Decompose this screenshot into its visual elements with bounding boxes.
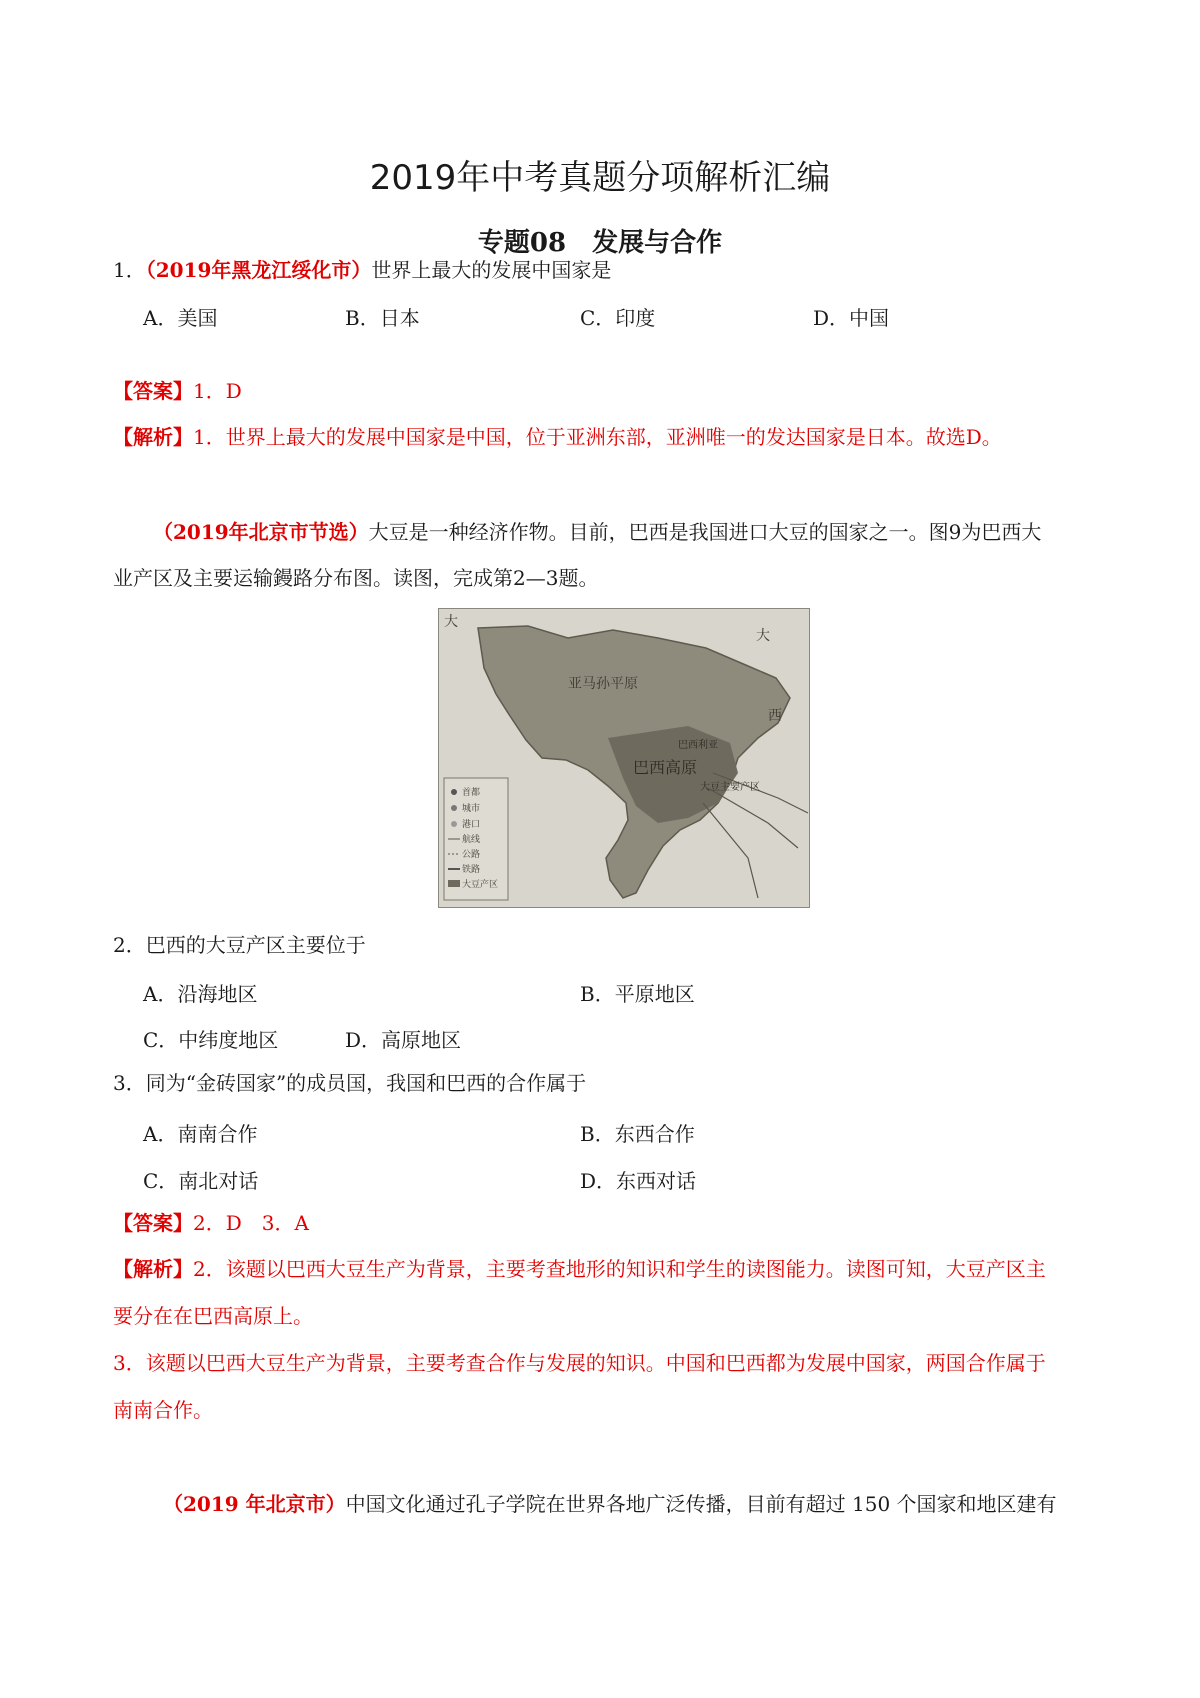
question-stem: 世界上最大的发展中国家是 xyxy=(371,258,612,282)
legend-soy-icon xyxy=(448,880,460,887)
question-number: 1． xyxy=(113,258,146,282)
question-number: 3． xyxy=(113,1071,146,1095)
group2-analysis-line3: 3．该题以巴西大豆生产为背景，主要考查合作与发展的知识。中国和巴西都为发展中国家，两国合作属于 xyxy=(113,1351,1046,1375)
question-number: 2． xyxy=(113,933,146,957)
group3-intro-text: 中国文化通过孔子学院在世界各地广泛传播，目前有超过 150 个国家和地区建有 xyxy=(345,1492,1057,1516)
analysis-label: 【解析】 xyxy=(113,425,193,449)
answer-label: 【答案】 xyxy=(113,1211,193,1235)
q1-option-a: A．美国 xyxy=(143,306,218,330)
group3-source: （2019 年北京市） xyxy=(163,1492,346,1516)
question-2 xyxy=(113,932,366,958)
q3-option-c: C．南北对话 xyxy=(143,1169,259,1193)
q1-option-b: B．日本 xyxy=(345,306,420,330)
label-amazon-plain: 亚马孙平原 xyxy=(568,676,638,692)
question-1 xyxy=(113,257,611,283)
answer-label: 【答案】 xyxy=(113,379,193,403)
label-top-left: 大 xyxy=(444,614,458,630)
question-stem: 巴西的大豆产区主要位于 xyxy=(145,933,366,957)
legend-item-2: 港口 xyxy=(462,820,481,830)
label-top-right: 大 xyxy=(756,628,770,644)
legend-item-5: 铁路 xyxy=(462,865,481,875)
brazil-soybean-map xyxy=(438,608,810,908)
group2-analysis-line4: 南南合作。 xyxy=(113,1398,213,1422)
legend-item-3: 航线 xyxy=(462,835,481,845)
legend-capital-icon xyxy=(451,789,457,795)
label-soy-region: 大豆主要产区 xyxy=(700,782,760,793)
q1-option-c: C．印度 xyxy=(580,306,656,330)
q3-option-d: D．东西对话 xyxy=(580,1169,697,1193)
analysis-label: 【解析】 xyxy=(113,1257,193,1281)
q2-option-c: C．中纬度地区 xyxy=(143,1028,279,1052)
group2-intro-text1: 大豆是一种经济作物。目前，巴西是我国进口大豆的国家之一。图9为巴西大 xyxy=(368,520,1042,544)
legend-city-icon xyxy=(451,805,457,811)
group3-intro xyxy=(163,1491,1057,1517)
group2-intro-line1 xyxy=(153,519,1041,545)
label-atlantic: 西 xyxy=(768,708,782,724)
question-stem: 同为“金砖国家”的成员国，我国和巴西的合作属于 xyxy=(145,1071,587,1095)
legend-item-1: 城市 xyxy=(462,804,481,814)
group2-answer xyxy=(113,1210,309,1236)
label-brazilian-plateau: 巴西高原 xyxy=(633,758,698,777)
q3-option-b: B．东西合作 xyxy=(580,1122,695,1146)
page-title: 2019年中考真题分项解析汇编 xyxy=(369,158,831,198)
q1-analysis xyxy=(113,424,1002,450)
legend-item-6: 大豆产区 xyxy=(462,880,499,890)
q3-option-a: A．南南合作 xyxy=(143,1122,258,1146)
answer-text: 2．D 3．A xyxy=(193,1211,309,1235)
legend-item-4: 公路 xyxy=(462,850,481,860)
label-brasilia: 巴西利亚 xyxy=(678,740,718,751)
analysis-text: 1．世界上最大的发展中国家是中国，位于亚洲东部，亚洲唯一的发达国家是日本。故选D。 xyxy=(193,425,1002,449)
analysis-text: 2．该题以巴西大豆生产为背景，主要考查地形的知识和学生的读图能力。读图可知，大豆产区主 xyxy=(193,1257,1046,1281)
question-source: （2019年黑龙江绥化市） xyxy=(145,258,372,282)
q2-option-b: B．平原地区 xyxy=(580,982,695,1006)
group2-intro-line2: 业产区及主要运输鏝路分布图。读图，完成第2—3题。 xyxy=(113,566,599,590)
page-subtitle: 专题08 发展与合作 xyxy=(477,228,723,258)
group2-source: （2019年北京市节选） xyxy=(153,520,369,544)
answer-text: 1．D xyxy=(193,379,242,403)
group2-analysis-line1 xyxy=(113,1256,1046,1282)
q2-option-a: A．沿海地区 xyxy=(143,982,258,1006)
q1-answer xyxy=(113,378,242,404)
question-3 xyxy=(113,1070,586,1096)
legend-port-icon xyxy=(451,821,457,827)
q2-option-d: D．高原地区 xyxy=(345,1028,462,1052)
group2-analysis-line2: 要分在在巴西高原上。 xyxy=(113,1304,313,1328)
legend-item-0: 首都 xyxy=(462,788,481,798)
q1-option-d: D．中国 xyxy=(813,306,890,330)
